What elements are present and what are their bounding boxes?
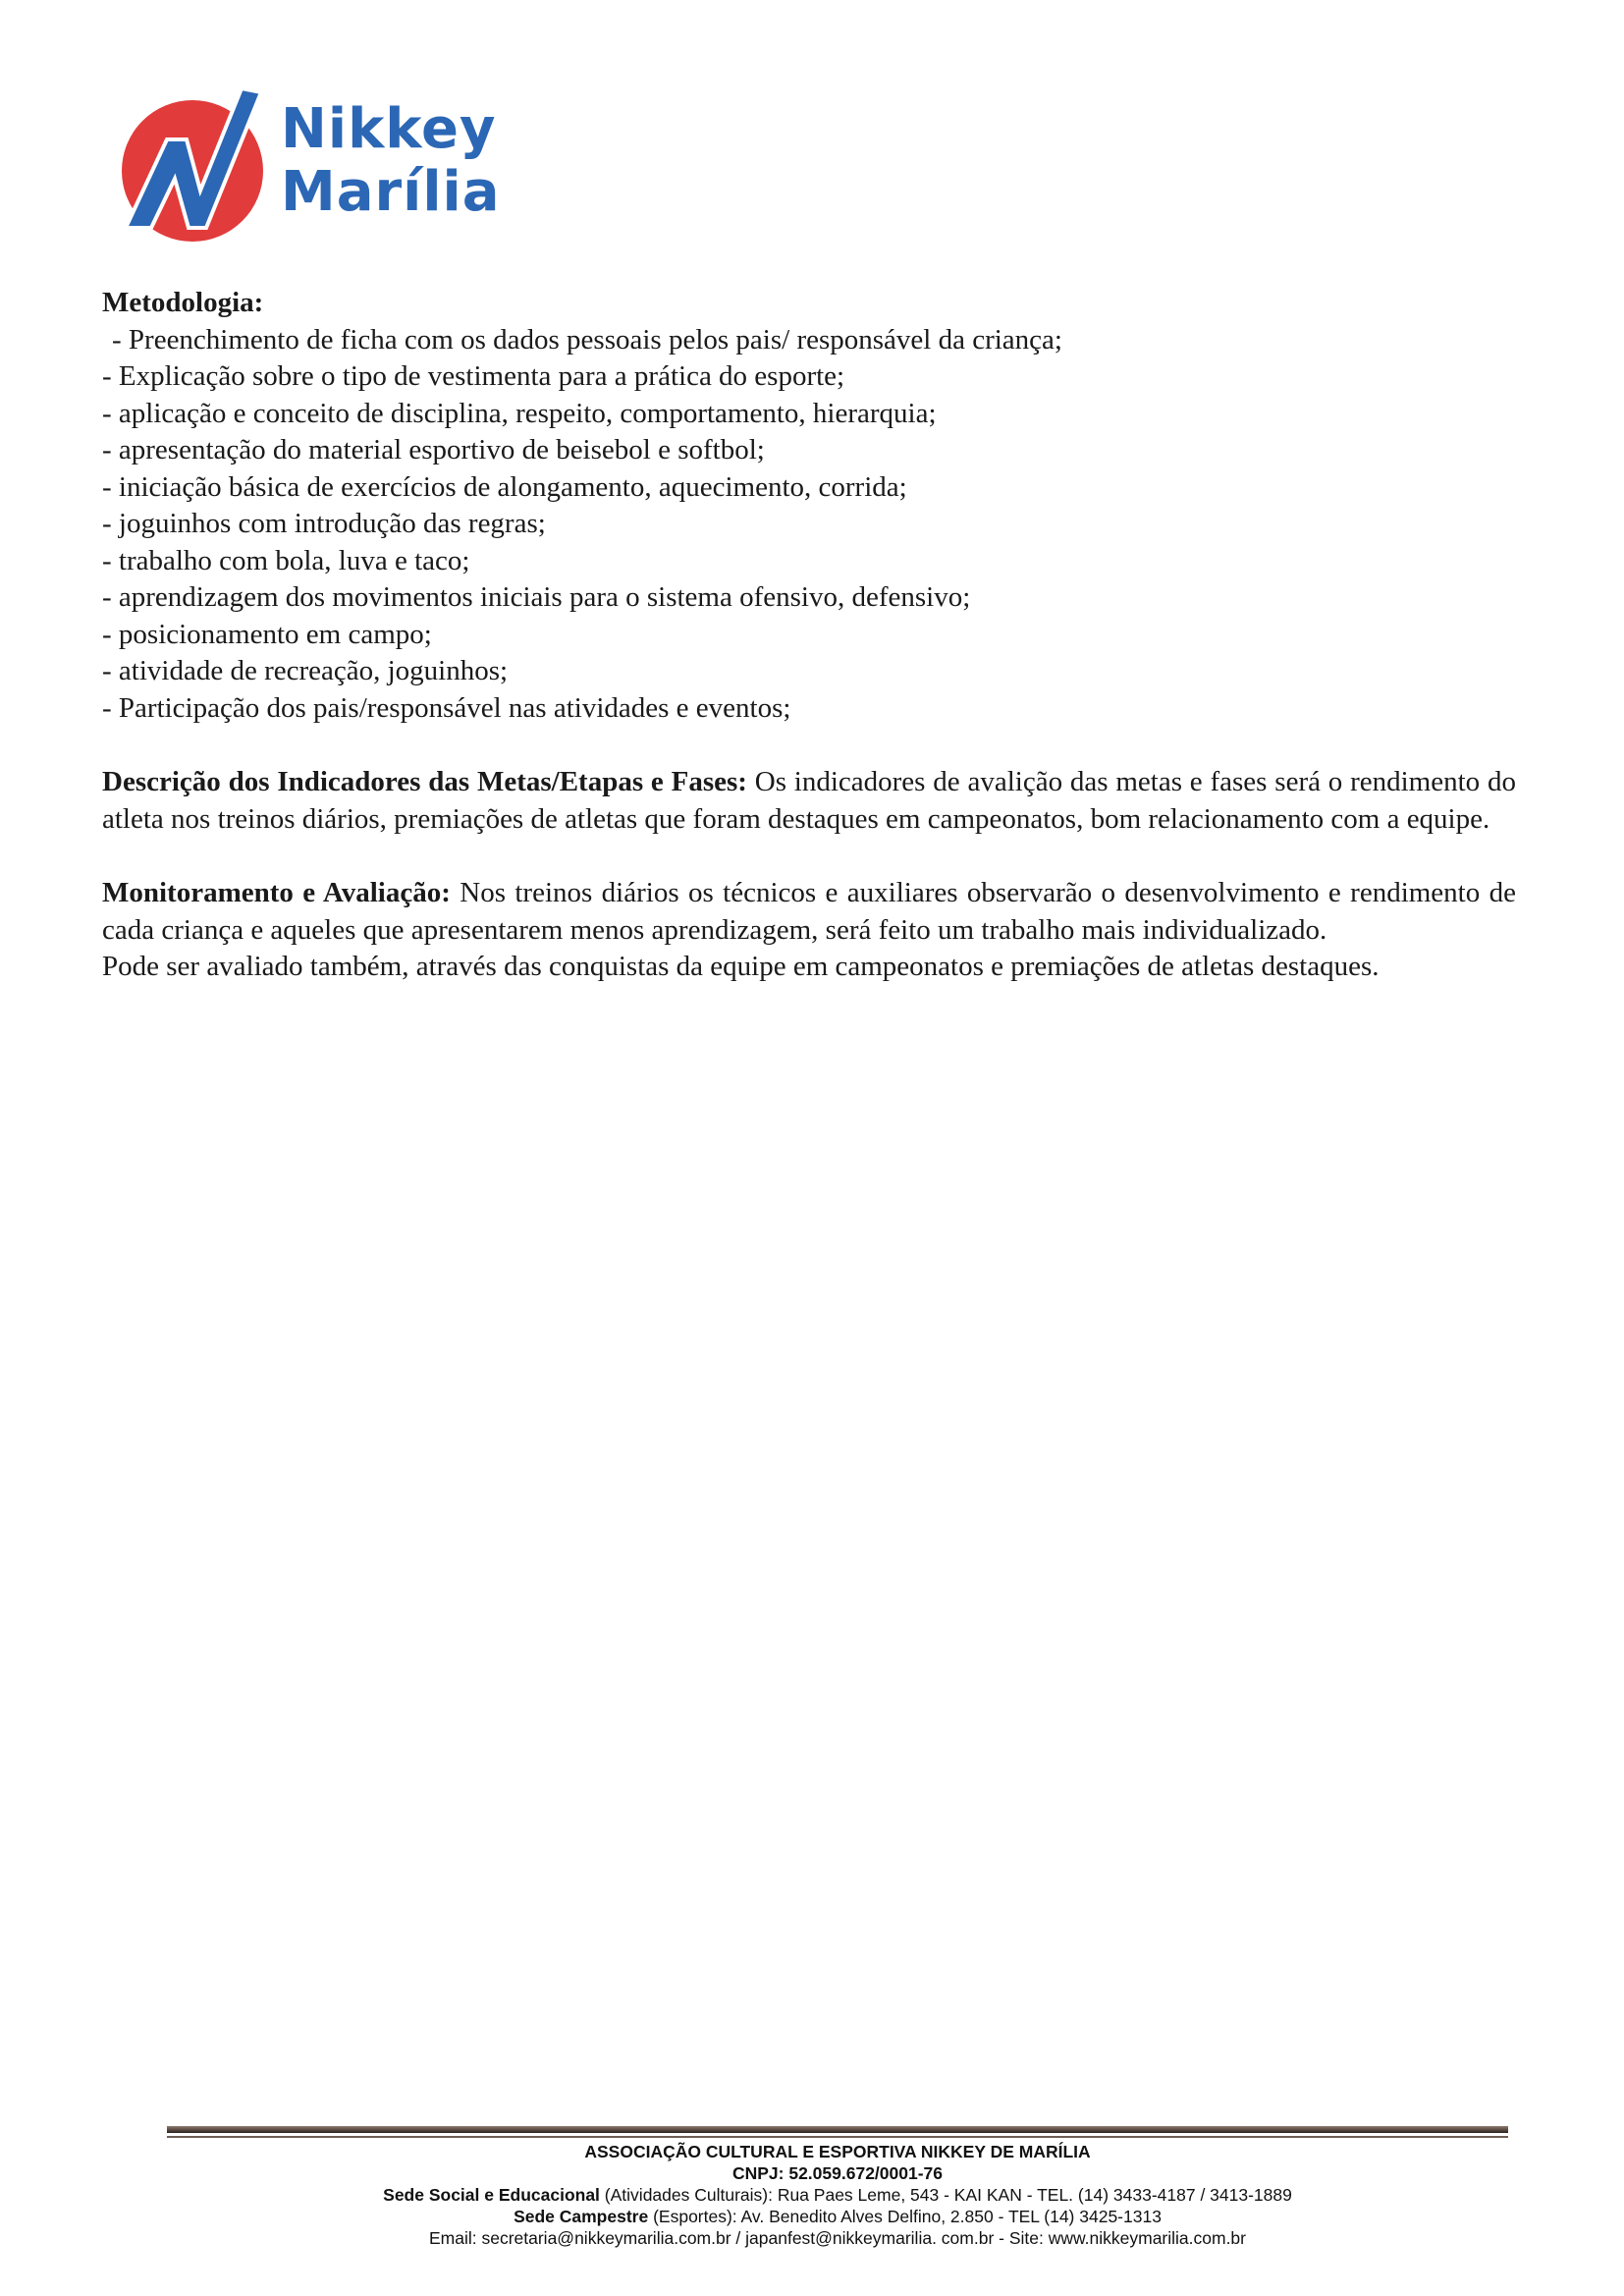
footer-divider: [167, 2126, 1508, 2133]
footer-sede-social-label: Sede Social e Educacional: [383, 2185, 600, 2205]
list-item: - apresentação do material esportivo de beisebol e softbol;: [102, 434, 765, 465]
indicadores-text: Os indicadores de avalição das metas e fases será o rendimento do atleta nos treinos diários, premiações de atletas que foram destaques em campeonatos, bom relacionamento com a equipe.: [102, 766, 1516, 835]
document-body: [102, 285, 1516, 986]
monitoramento-paragraph-2: Pode ser avaliado também, através das conquistas da equipe em campeonatos e premiações de atletas destaques.: [102, 951, 1380, 982]
footer-org-name: ASSOCIAÇÃO CULTURAL E ESPORTIVA NIKKEY DE MARÍLIA: [584, 2142, 1091, 2161]
footer-divider-thin: [167, 2136, 1508, 2138]
list-item: - Explicação sobre o tipo de vestimenta para a prática do esporte;: [102, 360, 845, 392]
list-item: - joguinhos com introdução das regras;: [102, 508, 546, 539]
indicadores-paragraph: [102, 764, 1516, 838]
footer-sede-campestre-label: Sede Campestre: [514, 2207, 649, 2226]
monitoramento-text: Nos treinos diários os técnicos e auxiliares observarão o desenvolvimento e rendimento de cada criança e aqueles que apresentarem menos aprendizagem, será feito um trabalho mais individualizado.: [102, 877, 1516, 946]
logo-line-1: Nikkey: [281, 97, 497, 161]
footer: [167, 2141, 1508, 2249]
monitoramento-title: Monitoramento e Avaliação:: [102, 877, 451, 908]
nikkey-marilia-logo: [106, 81, 518, 257]
list-item: - Participação dos pais/responsável nas atividades e eventos;: [102, 691, 791, 724]
footer-sede-social: [167, 2184, 1508, 2206]
list-item: - posicionamento em campo;: [102, 618, 432, 650]
list-item: - iniciação básica de exercícios de alongamento, aquecimento, corrida;: [102, 470, 907, 503]
list-item: - atividade de recreação, joguinhos;: [102, 655, 509, 686]
list-item: - trabalho com bola, luva e taco;: [102, 544, 470, 576]
footer-contact: Email: secretaria@nikkeymarilia.com.br / japanfest@nikkeymarilia. com.br - Site: www.nikkeymarilia.com.br: [428, 2228, 1246, 2248]
footer-sede-campestre-text: (Esportes): Av. Benedito Alves Delfino, 2.850 - TEL (14) 3425-1313: [648, 2207, 1162, 2226]
footer-cnpj: CNPJ: 52.059.672/0001-76: [731, 2163, 944, 2183]
footer-sede-social-text: (Atividades Culturais): Rua Paes Leme, 543 - KAI KAN - TEL. (14) 3433-4187 / 3413-1889: [599, 2185, 1292, 2205]
list-item: - aprendizagem dos movimentos iniciais para o sistema ofensivo, defensivo;: [102, 581, 971, 613]
indicadores-title: Descrição dos Indicadores das Metas/Etapas e Fases:: [102, 766, 747, 797]
metodologia-title: Metodologia:: [102, 287, 264, 318]
logo-wordmark: [281, 98, 501, 224]
footer-sede-campestre: [167, 2206, 1508, 2227]
monitoramento-paragraph: [102, 875, 1516, 949]
logo-line-2: Marília: [281, 160, 501, 224]
list-item: - Preenchimento de ficha com os dados pessoais pelos pais/ responsável da criança;: [112, 323, 1062, 355]
logo-emblem-icon: [106, 81, 283, 257]
list-item: - aplicação e conceito de disciplina, respeito, comportamento, hierarquia;: [102, 397, 937, 429]
metodologia-list: [102, 322, 1516, 728]
